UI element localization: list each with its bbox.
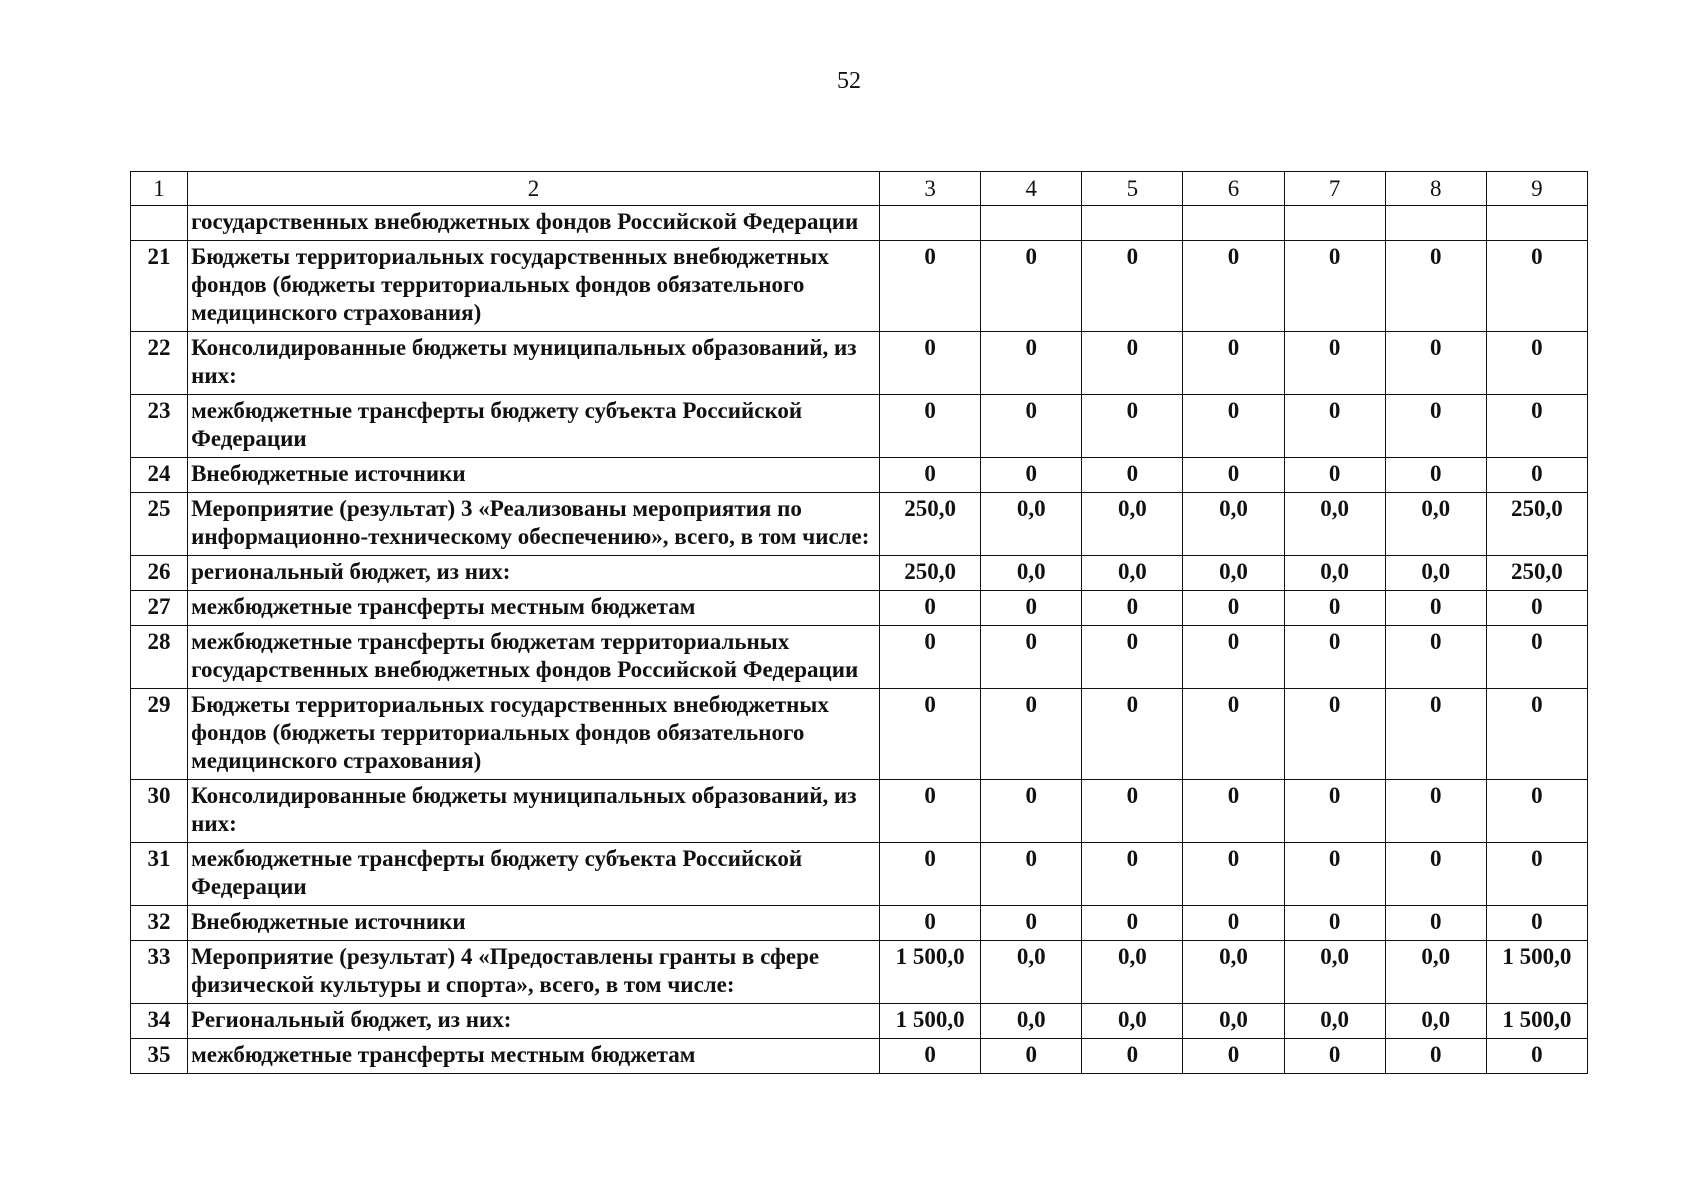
value-cell-col-8: 0 bbox=[1385, 395, 1486, 458]
value-cell-col-8: 0 bbox=[1385, 458, 1486, 493]
value-cell-col-8: 0,0 bbox=[1385, 1004, 1486, 1039]
table-row bbox=[131, 626, 1588, 689]
row-number: 21 bbox=[131, 241, 188, 332]
value-cell-col-3: 250,0 bbox=[880, 556, 981, 591]
value-cell-col-8: 0 bbox=[1385, 241, 1486, 332]
value-cell-col-6: 0 bbox=[1183, 843, 1284, 906]
value-cell-col-4: 0 bbox=[981, 332, 1082, 395]
value-cell-col-4: 0,0 bbox=[981, 493, 1082, 556]
value-cell-col-7 bbox=[1284, 206, 1385, 241]
value-cell-col-6: 0 bbox=[1183, 780, 1284, 843]
row-number: 22 bbox=[131, 332, 188, 395]
row-number: 33 bbox=[131, 941, 188, 1004]
value-cell-col-6: 0 bbox=[1183, 395, 1284, 458]
row-description: межбюджетные трансферты бюджетам территориальных государственных внебюджетных фондов Российской Федерации bbox=[188, 626, 880, 689]
value-cell-col-5: 0 bbox=[1082, 906, 1183, 941]
value-cell-col-5 bbox=[1082, 206, 1183, 241]
page-number: 52 bbox=[837, 68, 861, 94]
column-header: 9 bbox=[1486, 172, 1587, 206]
value-cell-col-8: 0 bbox=[1385, 1039, 1486, 1074]
value-cell-col-9: 0 bbox=[1486, 843, 1587, 906]
column-header: 6 bbox=[1183, 172, 1284, 206]
value-cell-col-3: 0 bbox=[880, 689, 981, 780]
value-cell-col-7: 0 bbox=[1284, 780, 1385, 843]
value-cell-col-9: 0 bbox=[1486, 780, 1587, 843]
value-cell-col-8: 0 bbox=[1385, 906, 1486, 941]
value-cell-col-7: 0,0 bbox=[1284, 1004, 1385, 1039]
value-cell-col-9: 0 bbox=[1486, 1039, 1587, 1074]
table-row bbox=[131, 493, 1588, 556]
value-cell-col-6: 0 bbox=[1183, 241, 1284, 332]
table-row bbox=[131, 843, 1588, 906]
value-cell-col-7: 0,0 bbox=[1284, 556, 1385, 591]
row-description: Региональный бюджет, из них: bbox=[188, 1004, 880, 1039]
value-cell-col-3: 0 bbox=[880, 458, 981, 493]
value-cell-col-3: 250,0 bbox=[880, 493, 981, 556]
row-description: Консолидированные бюджеты муниципальных образований, из них: bbox=[188, 332, 880, 395]
value-cell-col-8: 0,0 bbox=[1385, 493, 1486, 556]
value-cell-col-5: 0,0 bbox=[1082, 493, 1183, 556]
row-number: 31 bbox=[131, 843, 188, 906]
value-cell-col-8 bbox=[1385, 206, 1486, 241]
value-cell-col-5: 0 bbox=[1082, 591, 1183, 626]
value-cell-col-4: 0 bbox=[981, 780, 1082, 843]
value-cell-col-9: 0 bbox=[1486, 458, 1587, 493]
row-number: 29 bbox=[131, 689, 188, 780]
table-row bbox=[131, 332, 1588, 395]
column-header: 4 bbox=[981, 172, 1082, 206]
table-row bbox=[131, 206, 1588, 241]
row-description: межбюджетные трансферты бюджету субъекта Российской Федерации bbox=[188, 395, 880, 458]
value-cell-col-9: 0 bbox=[1486, 591, 1587, 626]
row-description: региональный бюджет, из них: bbox=[188, 556, 880, 591]
value-cell-col-9: 0 bbox=[1486, 906, 1587, 941]
value-cell-col-5: 0 bbox=[1082, 843, 1183, 906]
row-number: 26 bbox=[131, 556, 188, 591]
value-cell-col-3: 1 500,0 bbox=[880, 1004, 981, 1039]
value-cell-col-9: 0 bbox=[1486, 395, 1587, 458]
value-cell-col-9: 250,0 bbox=[1486, 493, 1587, 556]
value-cell-col-5: 0,0 bbox=[1082, 1004, 1183, 1039]
table-row bbox=[131, 591, 1588, 626]
column-header: 2 bbox=[188, 172, 880, 206]
value-cell-col-8: 0 bbox=[1385, 689, 1486, 780]
row-description: межбюджетные трансферты местным бюджетам bbox=[188, 1039, 880, 1074]
column-header: 8 bbox=[1385, 172, 1486, 206]
value-cell-col-9: 1 500,0 bbox=[1486, 1004, 1587, 1039]
row-description: государственных внебюджетных фондов Российской Федерации bbox=[188, 206, 880, 241]
table-row bbox=[131, 1004, 1588, 1039]
value-cell-col-4: 0 bbox=[981, 1039, 1082, 1074]
column-header: 3 bbox=[880, 172, 981, 206]
row-description: Бюджеты территориальных государственных внебюджетных фондов (бюджеты территориальных фондов обязательного медицинского страхования) bbox=[188, 241, 880, 332]
row-number: 23 bbox=[131, 395, 188, 458]
value-cell-col-9: 250,0 bbox=[1486, 556, 1587, 591]
table-row bbox=[131, 689, 1588, 780]
value-cell-col-3: 0 bbox=[880, 906, 981, 941]
value-cell-col-7: 0 bbox=[1284, 1039, 1385, 1074]
value-cell-col-9: 1 500,0 bbox=[1486, 941, 1587, 1004]
value-cell-col-5: 0 bbox=[1082, 395, 1183, 458]
row-number: 24 bbox=[131, 458, 188, 493]
value-cell-col-8: 0,0 bbox=[1385, 941, 1486, 1004]
row-number: 34 bbox=[131, 1004, 188, 1039]
budget-table bbox=[130, 171, 1588, 1074]
value-cell-col-7: 0 bbox=[1284, 906, 1385, 941]
value-cell-col-8: 0 bbox=[1385, 332, 1486, 395]
value-cell-col-4: 0,0 bbox=[981, 941, 1082, 1004]
value-cell-col-6: 0,0 bbox=[1183, 1004, 1284, 1039]
value-cell-col-8: 0 bbox=[1385, 843, 1486, 906]
row-description: Мероприятие (результат) 3 «Реализованы мероприятия по информационно-техническому обеспечению», всего, в том числе: bbox=[188, 493, 880, 556]
table-row bbox=[131, 780, 1588, 843]
row-description: межбюджетные трансферты местным бюджетам bbox=[188, 591, 880, 626]
table-row bbox=[131, 556, 1588, 591]
value-cell-col-4: 0 bbox=[981, 843, 1082, 906]
value-cell-col-6: 0 bbox=[1183, 689, 1284, 780]
value-cell-col-4 bbox=[981, 206, 1082, 241]
column-header: 5 bbox=[1082, 172, 1183, 206]
value-cell-col-3: 0 bbox=[880, 1039, 981, 1074]
value-cell-col-4: 0 bbox=[981, 395, 1082, 458]
table-row bbox=[131, 1039, 1588, 1074]
value-cell-col-6: 0,0 bbox=[1183, 493, 1284, 556]
value-cell-col-3: 0 bbox=[880, 626, 981, 689]
value-cell-col-4: 0 bbox=[981, 689, 1082, 780]
value-cell-col-4: 0,0 bbox=[981, 556, 1082, 591]
value-cell-col-9: 0 bbox=[1486, 332, 1587, 395]
table-row bbox=[131, 395, 1588, 458]
value-cell-col-8: 0 bbox=[1385, 626, 1486, 689]
value-cell-col-3: 0 bbox=[880, 843, 981, 906]
value-cell-col-9: 0 bbox=[1486, 626, 1587, 689]
value-cell-col-7: 0 bbox=[1284, 843, 1385, 906]
value-cell-col-3: 0 bbox=[880, 780, 981, 843]
value-cell-col-6 bbox=[1183, 206, 1284, 241]
value-cell-col-3: 0 bbox=[880, 332, 981, 395]
value-cell-col-5: 0 bbox=[1082, 626, 1183, 689]
value-cell-col-7: 0 bbox=[1284, 241, 1385, 332]
value-cell-col-4: 0,0 bbox=[981, 1004, 1082, 1039]
table-row bbox=[131, 241, 1588, 332]
value-cell-col-6: 0,0 bbox=[1183, 556, 1284, 591]
row-description: межбюджетные трансферты бюджету субъекта Российской Федерации bbox=[188, 843, 880, 906]
value-cell-col-7: 0,0 bbox=[1284, 493, 1385, 556]
value-cell-col-5: 0 bbox=[1082, 241, 1183, 332]
value-cell-col-9 bbox=[1486, 206, 1587, 241]
value-cell-col-6: 0 bbox=[1183, 1039, 1284, 1074]
row-description: Внебюджетные источники bbox=[188, 906, 880, 941]
value-cell-col-4: 0 bbox=[981, 458, 1082, 493]
value-cell-col-3: 1 500,0 bbox=[880, 941, 981, 1004]
value-cell-col-7: 0 bbox=[1284, 626, 1385, 689]
value-cell-col-6: 0 bbox=[1183, 332, 1284, 395]
value-cell-col-8: 0,0 bbox=[1385, 556, 1486, 591]
value-cell-col-5: 0,0 bbox=[1082, 941, 1183, 1004]
value-cell-col-4: 0 bbox=[981, 626, 1082, 689]
table-row bbox=[131, 941, 1588, 1004]
row-number: 27 bbox=[131, 591, 188, 626]
value-cell-col-7: 0 bbox=[1284, 689, 1385, 780]
value-cell-col-3: 0 bbox=[880, 395, 981, 458]
value-cell-col-7: 0 bbox=[1284, 458, 1385, 493]
value-cell-col-6: 0,0 bbox=[1183, 941, 1284, 1004]
column-header: 7 bbox=[1284, 172, 1385, 206]
row-number: 28 bbox=[131, 626, 188, 689]
value-cell-col-5: 0 bbox=[1082, 689, 1183, 780]
value-cell-col-8: 0 bbox=[1385, 780, 1486, 843]
value-cell-col-3 bbox=[880, 206, 981, 241]
row-number: 25 bbox=[131, 493, 188, 556]
value-cell-col-4: 0 bbox=[981, 591, 1082, 626]
row-number bbox=[131, 206, 188, 241]
column-number-row bbox=[131, 172, 1588, 206]
value-cell-col-6: 0 bbox=[1183, 626, 1284, 689]
value-cell-col-9: 0 bbox=[1486, 689, 1587, 780]
row-description: Мероприятие (результат) 4 «Предоставлены гранты в сфере физической культуры и спорта», всего, в том числе: bbox=[188, 941, 880, 1004]
table-row bbox=[131, 906, 1588, 941]
value-cell-col-5: 0 bbox=[1082, 332, 1183, 395]
value-cell-col-3: 0 bbox=[880, 241, 981, 332]
value-cell-col-6: 0 bbox=[1183, 591, 1284, 626]
value-cell-col-4: 0 bbox=[981, 241, 1082, 332]
value-cell-col-7: 0 bbox=[1284, 395, 1385, 458]
row-description: Бюджеты территориальных государственных внебюджетных фондов (бюджеты территориальных фондов обязательного медицинского страхования) bbox=[188, 689, 880, 780]
value-cell-col-7: 0,0 bbox=[1284, 941, 1385, 1004]
row-number: 32 bbox=[131, 906, 188, 941]
column-header: 1 bbox=[131, 172, 188, 206]
row-number: 30 bbox=[131, 780, 188, 843]
value-cell-col-7: 0 bbox=[1284, 591, 1385, 626]
value-cell-col-9: 0 bbox=[1486, 241, 1587, 332]
row-description: Внебюджетные источники bbox=[188, 458, 880, 493]
value-cell-col-6: 0 bbox=[1183, 906, 1284, 941]
value-cell-col-6: 0 bbox=[1183, 458, 1284, 493]
value-cell-col-8: 0 bbox=[1385, 591, 1486, 626]
value-cell-col-5: 0,0 bbox=[1082, 556, 1183, 591]
value-cell-col-4: 0 bbox=[981, 906, 1082, 941]
value-cell-col-5: 0 bbox=[1082, 1039, 1183, 1074]
value-cell-col-7: 0 bbox=[1284, 332, 1385, 395]
row-description: Консолидированные бюджеты муниципальных образований, из них: bbox=[188, 780, 880, 843]
row-number: 35 bbox=[131, 1039, 188, 1074]
value-cell-col-5: 0 bbox=[1082, 458, 1183, 493]
value-cell-col-3: 0 bbox=[880, 591, 981, 626]
table-row bbox=[131, 458, 1588, 493]
value-cell-col-5: 0 bbox=[1082, 780, 1183, 843]
